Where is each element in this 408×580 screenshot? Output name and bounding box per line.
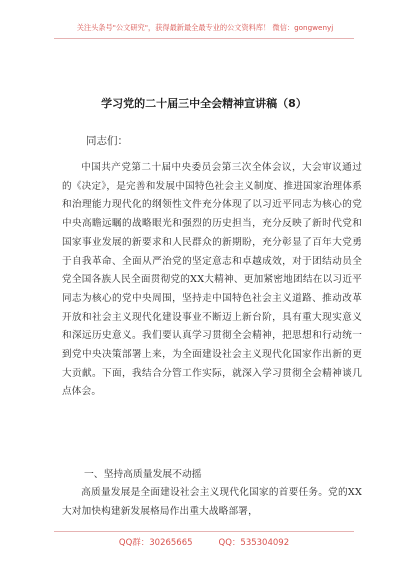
salutation: 同志们：: [86, 135, 128, 147]
section-heading-1: 一、坚持高质量发展不动摇: [84, 469, 202, 480]
document-title: 学习党的二十届三中全会精神宣讲稿（8）: [101, 97, 307, 110]
footer-contact: [40, 536, 368, 548]
footer-qq: QQ：535304092: [218, 538, 290, 548]
top-divider: [54, 38, 354, 39]
body-paragraph-1: 中国共产党第二十届中央委员会第三次全体会议，大会审议通过的《决定》，是完善和发展中国特色社会主义制度、推进国家治理体系和治理能力现代化的纲领性文件充分体现了以习近平同志为核心的党中央高瞻远瞩的战略眼光和强烈的历史担当，充分反映了新时代党和国家事业发展的新要求和人民群众的新期盼，充分彰显了百年大党勇于自我革命、全面从严治党的坚定意志和卓越成效，对于团结动员全党全国各族人民全面贯彻党的XX大精神、更加紧密地团结在以习近平同志为核心的党中央周围，坚持走中国特色社会主义道路、推动改革开放和社会主义现代化建设事业不断迈上新台阶，具有重大现实意义和深远历史意义。我们要认真学习贯彻全会精神，把思想和行动统一到党中央决策部署上来，为全面建设社会主义现代化国家作出新的更大贡献。下面，我结合分管工作实际，就深入学习贯彻全会精神谈几点体会。: [62, 162, 362, 398]
bottom-divider: [54, 531, 354, 532]
footer-qq-group: QQ群：30265665: [118, 538, 193, 548]
body-paragraph-2-block: [62, 484, 362, 521]
body-paragraph-2: 高质量发展是全面建设社会主义现代化国家的首要任务。党的XX大对加快构建新发展格局作出重大战略部署，: [62, 487, 362, 517]
body-paragraph-1-block: [62, 159, 362, 402]
top-banner-text: 关注头条号"公文研究"，获得最新最全最专业的公文资料库！ 微信：gongwenyj: [76, 23, 334, 32]
